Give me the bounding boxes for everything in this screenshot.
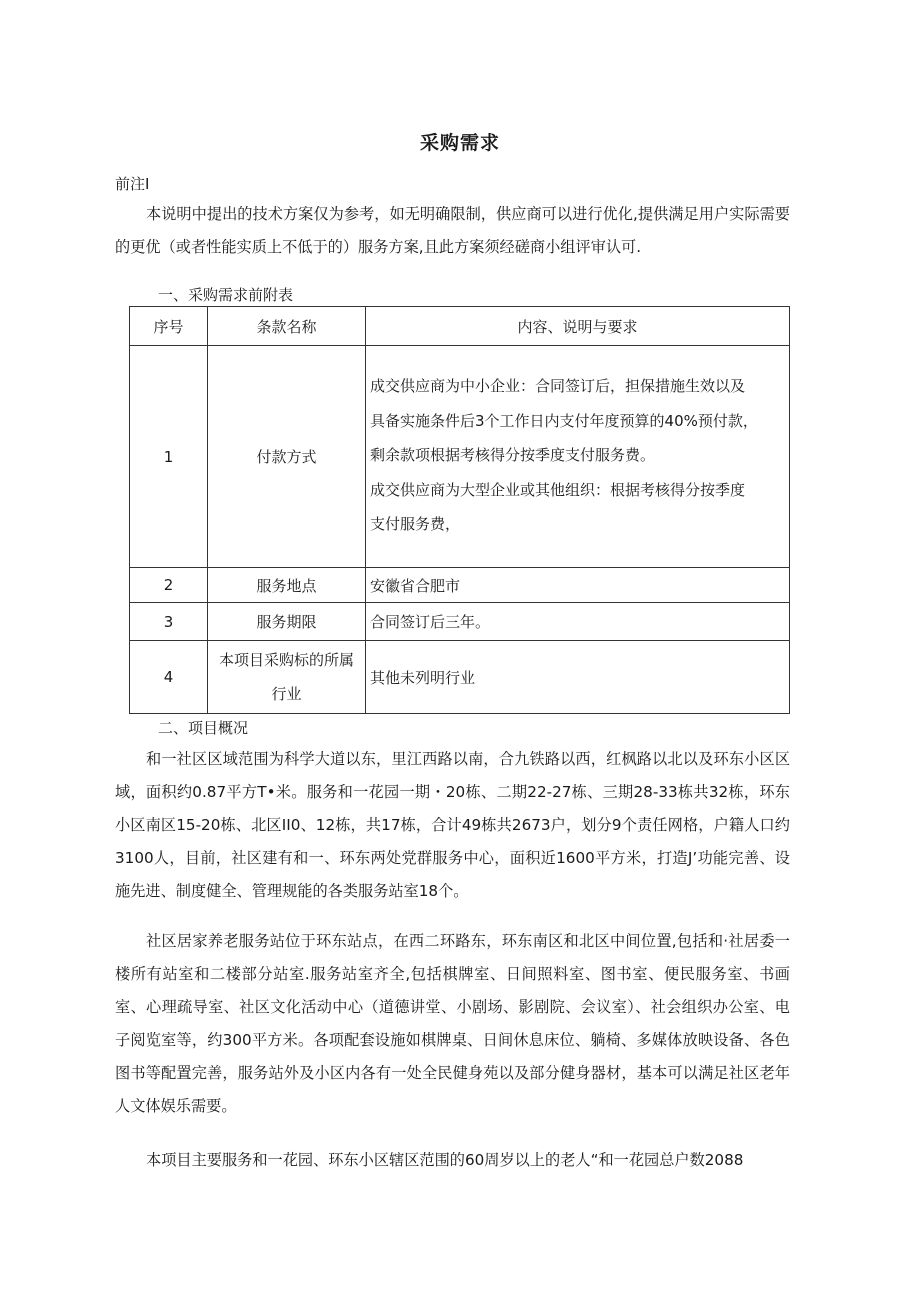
row-name: 服务地点 [208, 568, 366, 603]
row-desc [366, 346, 790, 568]
name-line: 本项目采购标的所属 [218, 651, 354, 669]
requirements-table [129, 306, 790, 714]
overview-paragraph-2: 社区居家养老服务站位于环东站点，在西二环路东，环东南区和北区中间位置,包括和·社居委一楼所有站室和二楼部分站室.服务站室齐全,包括棋牌室、日间照料室、图书室、便民服务室、书画室、心理疏导室、社区文化活动中心（道德讲堂、小剧场、影剧院、会议室）、社会组织办公室、电子阅览室等，约300平方米。各项配套设施如棋牌桌、日间休息床位、躺椅、多媒体放映设备、各色图书等配置完善，服务站外及小区内各有一处全民健身苑以及部分健身器材，基本可以满足社区老年人文体娱乐需要。 [115, 932, 790, 1115]
desc-line: 支付服务费， [370, 515, 461, 534]
overview-paragraph-1: 和一社区区域范围为科学大道以东，里江西路以南，合九铁路以西，红枫路以北以及环东小区区域，面积约0.87平方T•米。服务和一花园一期・20栋、二期22-27栋、三期28-33栋共32栋，环东小区南区15-20栋、北区II0、12栋，共17栋，合计49栋共2673户，划分9个责任网格，户籍人口约3100人，目前，社区建有和一、环东两处党群服务中心，面积近1600平方米，打造J’功能完善、设施先进、制度健全、管理规能的各类服务站室18个。 [115, 750, 790, 900]
row-name: 服务期限 [208, 603, 366, 641]
section-heading-1: 一、采购需求前附表 [158, 286, 294, 304]
row-no: 4 [130, 641, 208, 714]
row-no: 1 [130, 346, 208, 568]
table-row [130, 346, 790, 568]
header-no: 序号 [130, 307, 208, 346]
row-name: 付款方式 [208, 346, 366, 568]
page-title: 采购需求 [419, 132, 500, 154]
row-no: 2 [130, 568, 208, 603]
note-label: 前注I [115, 175, 150, 193]
row-desc: 其他未列明行业 [366, 641, 790, 714]
desc-line: 成交供应商为大型企业或其他组织：根据考核得分按季度 [370, 480, 746, 499]
row-name [208, 641, 366, 714]
desc-line: 成交供应商为中小企业：合同签订后，担保措施生效以及 [370, 377, 746, 396]
overview-paragraph-3: 本项目主要服务和一花园、环东小区辖区范围的60周岁以上的老人“和一花园总户数2088 [146, 1151, 744, 1169]
desc-line: 剩余款项根据考核得分按季度支付服务费。 [370, 446, 656, 465]
row-desc: 安徽省合肥市 [366, 568, 790, 603]
intro-paragraph: 本说明中提出的技术方案仅为参考，如无明确限制，供应商可以进行优化,提供满足用户实际需要的更优（或者性能实质上不低于的）服务方案,且此方案须经磋商小组评审认可. [115, 205, 790, 256]
row-desc: 合同签订后三年。 [366, 603, 790, 641]
table-header-row [130, 307, 790, 346]
header-desc: 内容、说明与要求 [366, 307, 790, 346]
header-name: 条款名称 [208, 307, 366, 346]
table-row [130, 568, 790, 603]
table-row [130, 603, 790, 641]
row-no: 3 [130, 603, 208, 641]
name-line: 行业 [271, 685, 302, 703]
section-heading-2: 二、项目概况 [158, 719, 249, 737]
table-row [130, 641, 790, 714]
desc-line: 具备实施条件后3个工作日内支付年度预算的40%预付款， [370, 411, 758, 430]
